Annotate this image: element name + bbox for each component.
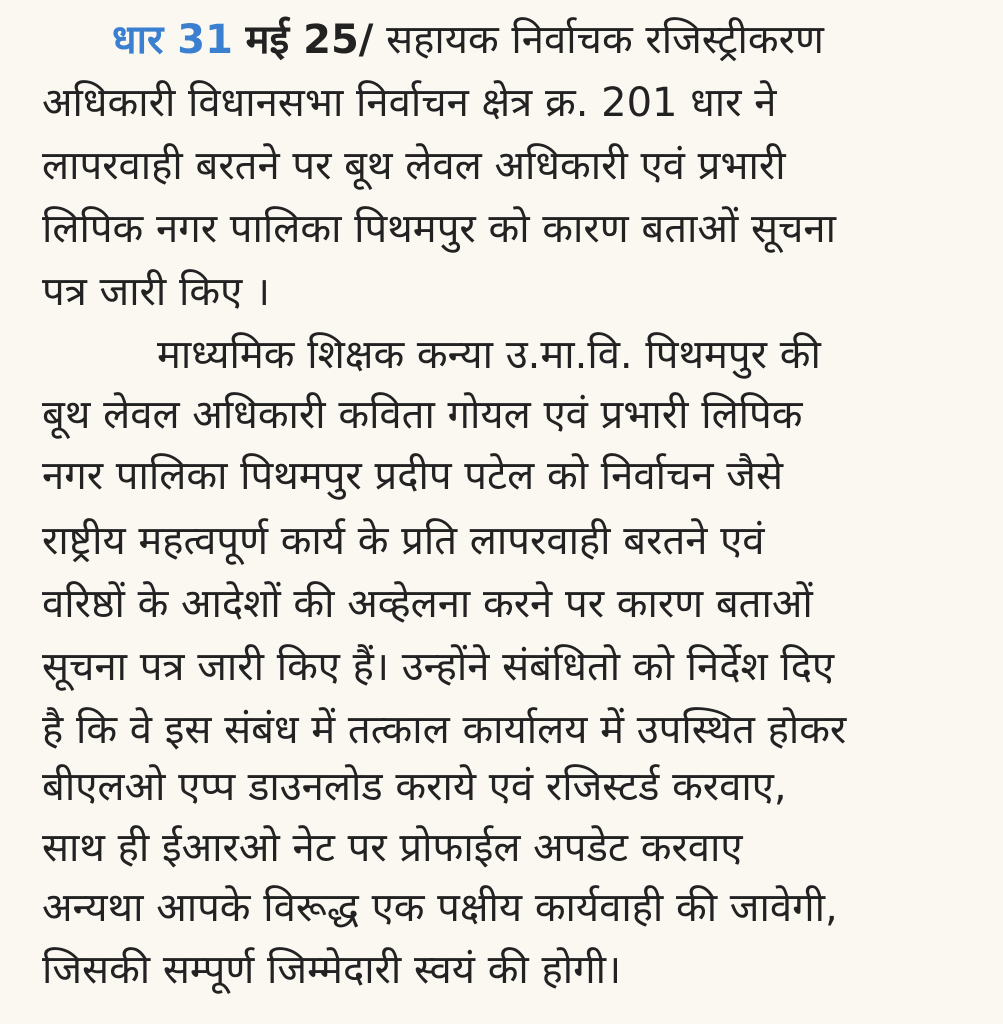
paragraph-2-line-7: है कि वे इस संबंध में तत्काल कार्यालय में उपस्थित होकर xyxy=(42,707,847,753)
paragraph-2-line-9: साथ ही ईआरओ नेट पर प्रोफाईल अपडेट करवाए xyxy=(42,825,743,871)
paragraph-1-line-1 xyxy=(112,10,824,70)
paragraph-1-line-1-text: सहायक निर्वाचक रजिस्ट्रीकरण xyxy=(373,17,824,63)
paragraph-2-line-10: अन्यथा आपके विरूद्ध एक पक्षीय कार्यवाही की जावेगी, xyxy=(42,885,838,931)
paragraph-2-line-4: राष्ट्रीय महत्वपूर्ण कार्य के प्रति लापरवाही बरतने एवं xyxy=(42,518,765,564)
paragraph-2-line-2: बूथ लेवल अधिकारी कविता गोयल एवं प्रभारी लिपिक xyxy=(42,392,803,438)
paragraph-2-line-6: सूचना पत्र जारी किए हैं। उन्होंने संबंधितो को निर्देश दिए xyxy=(42,644,835,690)
paragraph-1-line-2: अधिकारी विधानसभा निर्वाचन क्षेत्र क्र. 201 धार ने xyxy=(42,80,777,126)
paragraph-1-line-3: लापरवाही बरतने पर बूथ लेवल अधिकारी एवं प्रभारी xyxy=(42,143,786,189)
paragraph-2-line-3: नगर पालिका पिथमपुर प्रदीप पटेल को निर्वाचन जैसे xyxy=(42,453,784,499)
dateline-date: मई 25/ xyxy=(245,17,374,63)
paragraph-2-line-5: वरिष्ठों के आदेशों की अव्हेलना करने पर कारण बताओं xyxy=(42,581,813,627)
paragraph-2-line-8: बीएलओ एप्प डाउनलोड कराये एवं रजिस्टर्ड करवाए, xyxy=(42,764,787,810)
paragraph-1-line-4: लिपिक नगर पालिका पिथमपुर को कारण बताओं सूचना xyxy=(42,206,836,252)
paragraph-1-line-5: पत्र जारी किए । xyxy=(42,269,271,315)
paragraph-2-line-11: जिसकी सम्पूर्ण जिम्मेदारी स्वयं की होगी। xyxy=(42,947,622,993)
paragraph-2-line-1: माध्यमिक शिक्षक कन्या उ.मा.वि. पिथमपुर की xyxy=(157,332,821,378)
dateline-place: धार 31 xyxy=(112,17,233,63)
